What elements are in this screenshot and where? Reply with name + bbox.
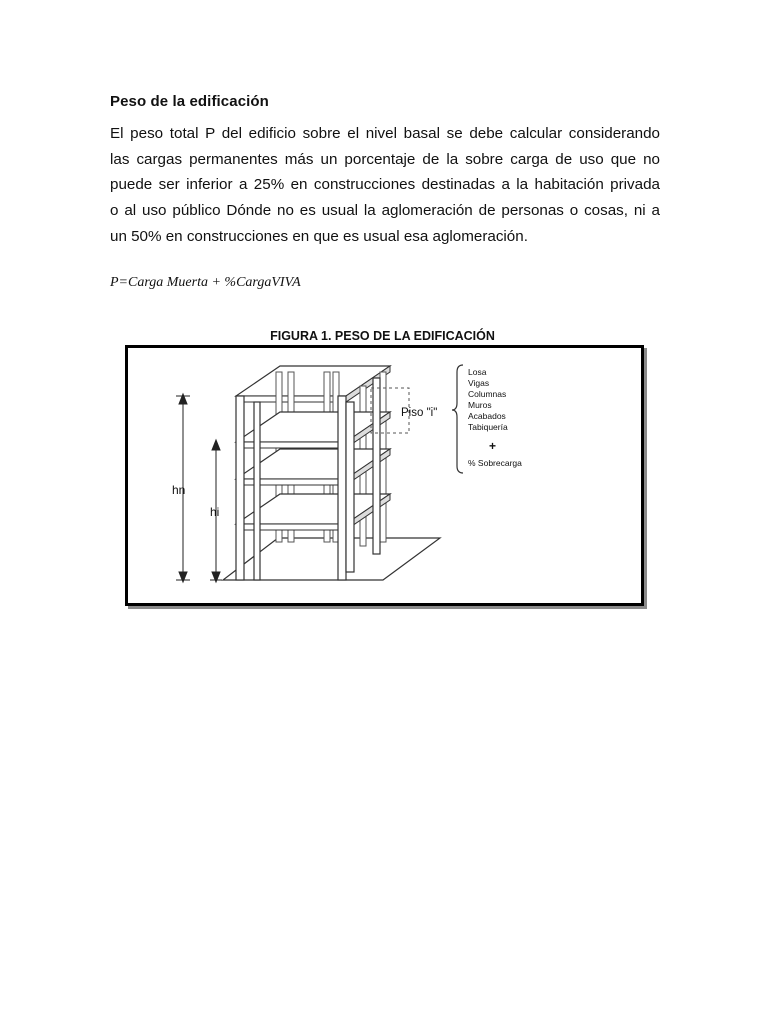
paragraph-line: puede ser inferior a 25% en construcciones destinadas a la habitación privada	[110, 176, 660, 194]
building-weight-figure	[125, 345, 644, 606]
paragraph-line: un 50% en construcciones en que es usual esa aglomeración.	[110, 227, 528, 245]
load-item: Columnas	[468, 389, 507, 399]
load-item: Losa	[468, 367, 487, 377]
section-heading: Peso de la edificación	[110, 93, 269, 110]
body-paragraph	[110, 121, 660, 250]
figure-title: FIGURA 1. PESO DE LA EDIFICACIÓN	[270, 329, 495, 343]
overload-label: % Sobrecarga	[468, 458, 522, 468]
load-item: Muros	[468, 400, 492, 410]
building-diagram	[128, 348, 641, 603]
paragraph-line: las cargas permanentes más un porcentaje de la sobre carga de uso que no	[110, 150, 660, 168]
hi-label: hi	[210, 505, 220, 519]
loads-list	[468, 367, 508, 432]
plus-sign: +	[489, 439, 497, 453]
paragraph-line: o al uso público Dónde no es usual la aglomeración de personas o cosas, ni a	[110, 202, 660, 220]
load-item: Acabados	[468, 411, 506, 421]
floor-label: Piso "i"	[401, 407, 438, 419]
weight-formula: P=Carga Muerta + %CargaVIVA	[110, 275, 301, 290]
load-item: Vigas	[468, 378, 490, 388]
paragraph-line: El peso total P del edificio sobre el nivel basal se debe calcular considerando	[110, 125, 660, 142]
roof-slab	[236, 366, 390, 396]
load-item: Tabiquería	[468, 422, 508, 432]
loads-brace	[452, 365, 463, 473]
hn-label: hn	[172, 483, 186, 497]
